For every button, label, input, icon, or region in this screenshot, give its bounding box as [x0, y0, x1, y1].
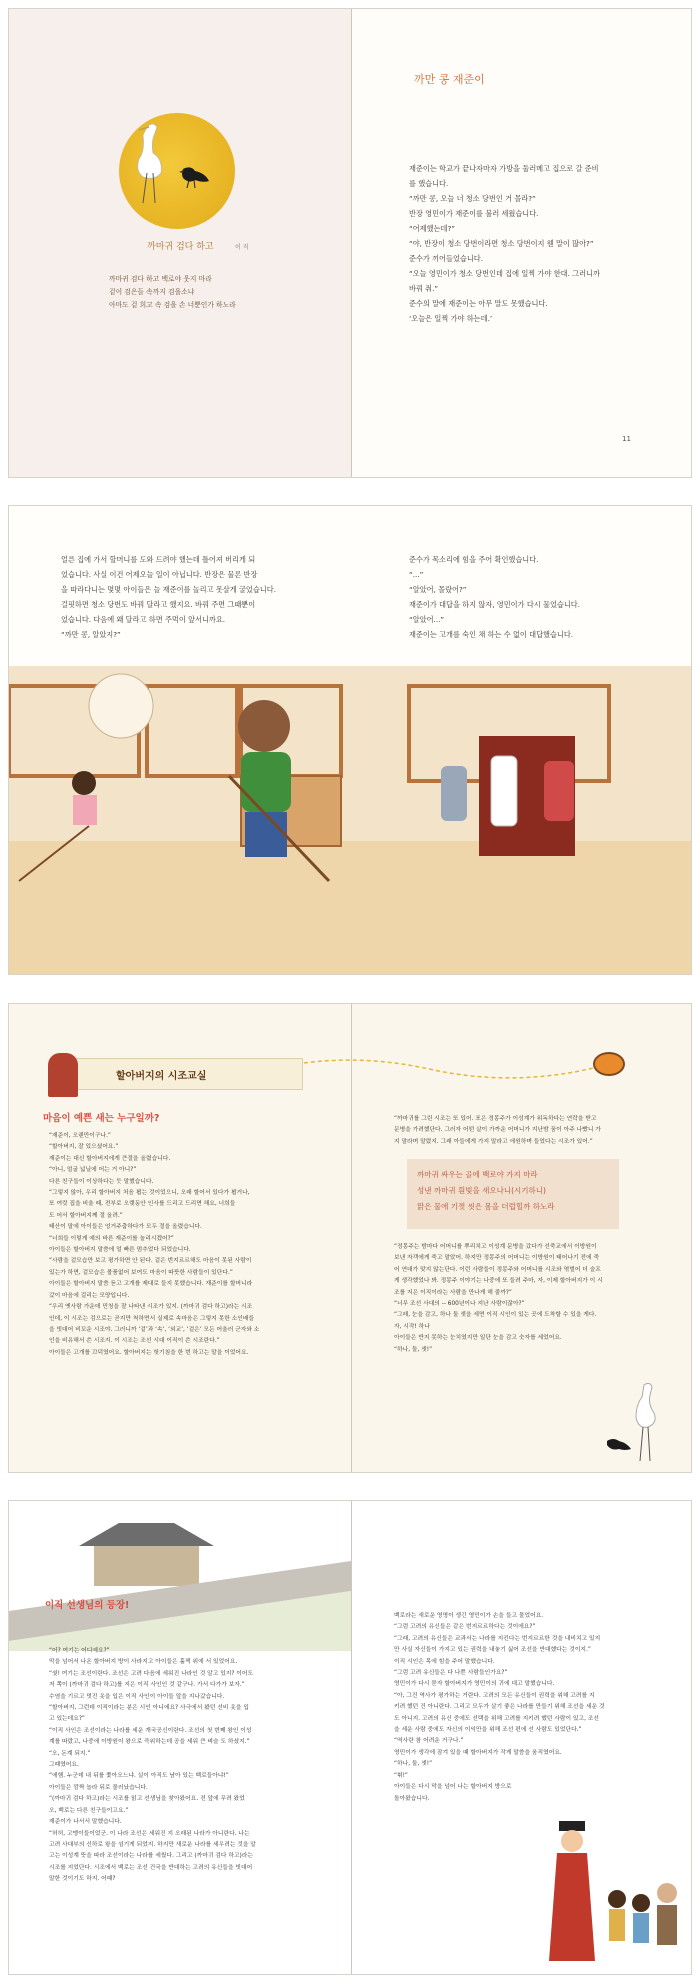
text-line: “어제했는데?” — [409, 224, 455, 233]
text-line: 만 사실 자신들이 가지고 있는 권력을 내놓기 싫어 조선을 반대했다는 것이지.” — [394, 1647, 591, 1654]
text-line: “오늘 영민이가 청소 당번인데 집에 일찍 가야 한대. 그러니까 — [409, 269, 600, 278]
text-line: 아이들은 할아버지 말씀에 얼 빠른 멈추었다 되었습니다. — [49, 1247, 191, 1254]
text-line: 준수의 말에 재준이는 아무 말도 못했습니다. — [409, 299, 548, 308]
page-gutter — [351, 1004, 352, 1472]
thought-bubble-grandma — [89, 674, 153, 738]
text-line: 을 빗대어 비꼬운 시조야. 그러니까 ‘겉’과 ‘속’, ‘외교’, ‘겉은’ 모든 어울러 군자와 소 — [49, 1326, 260, 1333]
text-line: “그렇지 않아, 우리 할아버지 처음 뵙는 것이었으니, 오래 할어서 있다가 뵙거나, — [49, 1190, 250, 1197]
text-line: “그래, 고려의 유신들은 교과서는 나라를 지킨다는 번지르르한 것을 내비치고 있지 — [394, 1635, 601, 1642]
text-line: 시조를 지었단다. 시조에서 백로는 조선 건국을 반대하는 고려의 유신들을 빗대어 — [49, 1864, 253, 1871]
egret-icon — [138, 124, 162, 178]
text-line: 걸핏하면 청소 당번도 바꿔 달라고 했지요. 바꿔 주면 그때뿐이 — [61, 600, 256, 609]
text-line: “재준이, 오랜만이구나.” — [49, 1133, 111, 1139]
text-line: “할아버지, 그런데 이직이라는 분은 시인 아니에요? 사극에서 봤던 선비 옷을 입 — [49, 1705, 249, 1712]
poem-author: 이 직 — [235, 244, 249, 251]
text-line: 준수가 끼어들었습니다. — [409, 254, 484, 263]
egret-icon — [636, 1383, 655, 1427]
text-line: 있는가 하면, 겉모습은 볼품없어 보여도 마음이 따뜻한 사람들이 있단다.” — [49, 1269, 233, 1276]
right-page-text — [394, 1611, 605, 1805]
text-line: 고 있는데요?” — [49, 1716, 85, 1723]
poem-body — [109, 273, 236, 312]
text-line: 말한 것이기도 하지. 어때? — [49, 1876, 116, 1883]
text-line: “정몽주는 밤마다 어머니를 뿌리치고 이성계 문병을 갔다가 선죽교에서 이방원이 — [394, 1244, 597, 1250]
callout-line: 까마귀 싸우는 골에 백로야 가지 마라 — [417, 1170, 538, 1179]
grandpa-icon — [48, 1053, 78, 1097]
right-page-text — [394, 1242, 603, 1356]
section-heading: 이직 선생님의 등장! — [45, 1600, 130, 1611]
left-page — [9, 9, 351, 477]
palace-roof — [79, 1523, 214, 1546]
text-line: 또 여럿 집을 비울 때, 전부로 오랫동안 인사를 드리고 드리면 해요, 너희들 — [49, 1201, 236, 1208]
text-line: “까마귀를 그린 시조는 또 있어. 포은 정몽주가 이성계가 위독하다는 연락을 받고 — [394, 1116, 597, 1122]
text-line: 돌아왔습니다. — [394, 1795, 430, 1802]
text-line: 재준이는 학교가 끝나자마자 가방을 둘러메고 집으로 갈 준비 — [409, 164, 599, 173]
text-line: 준수가 목소리에 힘을 주어 확인했습니다. — [409, 555, 539, 564]
text-line: 아이들은 깜짝 놀라 뒤로 물러났습니다. — [49, 1784, 148, 1791]
text-line: “오, 돈계 되지.” — [49, 1750, 91, 1757]
callout-text — [417, 1167, 554, 1215]
section-heading: 마음이 예쁜 새는 누구일까? — [43, 1113, 160, 1124]
classroom-floor — [9, 841, 692, 975]
text-line: 얼른 집에 가서 할머니를 도와 드려야 했는데 틀어져 버리게 되 — [61, 555, 256, 564]
text-line: “까만 콩, 알았지?” — [61, 630, 121, 639]
banner-title: 할아버지의 시조교실 — [116, 1071, 207, 1082]
lamp-icon — [593, 1052, 625, 1076]
text-line: 그때였어요. — [49, 1762, 79, 1769]
left-page-text — [49, 1131, 259, 1359]
spread-classroom-scene — [8, 505, 692, 975]
classroom-illustration — [9, 666, 692, 975]
text-line: 자, 시작! 하나 — [394, 1323, 430, 1330]
text-line: 를 했습니다. — [409, 179, 449, 188]
poem-line: 겉이 검은들 속까지 검을소냐 — [109, 288, 195, 296]
poem-title: 까마귀 검다 하고 — [147, 242, 214, 252]
text-line: 계를 따랐고, 나중에 이방원이 왕으로 즉위하는데 공을 세워 큰 벼슬 도 하셨지.” — [49, 1739, 250, 1746]
callout-line: 맑은 물에 기껏 씻은 몸을 더럽힐까 하노라 — [417, 1202, 555, 1211]
text-line: 이직 시인은 목에 힘을 주어 말했습니다. — [394, 1658, 495, 1665]
text-line: “아니, 얼굴 넓닐에 어는 거 아니?” — [49, 1167, 137, 1174]
text-line: 백로라는 새로운 영명이 생긴 영민이가 손을 들고 물었어요. — [394, 1613, 544, 1619]
text-line: 오, 백로는 다른 친구들이고요.” — [49, 1807, 129, 1814]
text-line: “까만 콩, 오늘 너 청소 당번인 거 몰라?” — [409, 194, 536, 203]
poem-line: 까마귀 검다 하고 백로야 웃지 마라 — [109, 275, 212, 283]
text-line: 아이들은 다시 막을 넘어 나는 할아버지 방으로 — [394, 1784, 512, 1791]
spread-poem-page — [8, 8, 692, 478]
text-line: 아이들은 반지 못하는 눈치였지만 일단 눈을 감고 숫자를 세었어요. — [394, 1335, 562, 1342]
right-page-text — [409, 552, 580, 642]
text-line: 지 말라며 말렸지. 그래 아들에게 가지 말라고 애원하며 들었다는 시조가 있어.” — [394, 1138, 593, 1145]
text-line: “너무 조선 사대의 -- 600년이나 지난 사람이잖아?” — [394, 1301, 525, 1308]
text-line: 조를 지은 이직이라는 사람을 만나게 해 줄까?” — [394, 1289, 512, 1296]
text-line: 키려 했던 건 아니란다. 그리고 모두가 살기 좋은 나라를 만들기 위해 조선을 세운 것 — [394, 1704, 605, 1711]
text-line: 도 아니지. 고려의 유신 중에도 선택을 위해 고려를 지키려 했던 사람이 있고, 조선 — [394, 1715, 599, 1722]
text-line: 인데, 이 시조는 검으로는 곧지만 척하면서 실제로 속마음은 그렇지 못한 소인배들 — [49, 1315, 255, 1322]
story-text — [409, 161, 600, 326]
palace-gate — [94, 1546, 199, 1586]
text-line: “그래, 눈을 감고, 하나 둘 셋을 세면 이직 시인이 있는 곳에 도착할 수 있을 게다. — [394, 1312, 597, 1319]
poem-callout — [407, 1159, 619, 1229]
text-line: “할아버지, 잘 있으셨어요.” — [49, 1144, 119, 1151]
palace-illustration — [9, 1501, 351, 1651]
text-line: 도 어서 할아버지께 절 올려.” — [49, 1212, 123, 1219]
text-line: 아이들은 할아버지 말씀 듣고 고개를 제대로 들지 못했습니다. 재준이를 할머니라 — [49, 1281, 253, 1288]
text-line: “사람을 겉모습만 보고 평가하면 안 된다. 겉은 번지르르해도 마음이 못된 사람이 — [49, 1258, 252, 1265]
egret-crow-illustration — [599, 1379, 679, 1469]
text-line: “어? 여기는 어디예요?” — [49, 1648, 110, 1654]
text-line: “허허, 고맹이들이었군. 이 나라 조선은 세워진 지 오래된 나라가 아니란다. 나는 — [49, 1830, 250, 1837]
spread-meet-lee-jik — [8, 1500, 692, 1975]
text-line: 재준이가 나서서 말했습니다. — [49, 1819, 122, 1826]
right-page — [352, 9, 691, 477]
text-line: 재준이는 대신 할아버지에게 큰절을 올렸습니다. — [49, 1155, 171, 1162]
text-line: 고는 이성계 뜻을 따라 조선이라는 나라를 세웠다. 그리고 (까마귀 검다 하고)라는 — [49, 1853, 253, 1860]
crow-icon — [179, 167, 209, 188]
egret-crow-illustration — [119, 113, 239, 229]
text-line: “그럼 고려 유신들은 다 나쁜 사람들인가요?” — [394, 1670, 508, 1677]
left-page-text — [61, 552, 276, 642]
callout-line: 성낸 까마귀 흰빛을 새오나니(시기하니) — [417, 1186, 546, 1195]
text-line: 재준이는 고개를 숙인 채 하는 수 없이 대답했습니다. — [409, 630, 574, 639]
story-title: 까만 콩 재준이 — [414, 73, 485, 86]
text-line: 수염을 기르고 멋진 옷을 입은 이직 사인이 아이들 앞을 지나갔습니다. — [49, 1693, 225, 1700]
text-line: “에헴. 누군데 내 뒤를 쫓아오느냐. 실이 아직도 남아 있는 백로들아냐!” — [49, 1773, 229, 1780]
text-line: ‘오늘은 일찍 가야 하는데.’ — [409, 314, 493, 323]
text-line: 영민이가 다시 묻자 할아버지가 영민이의 귀에 대고 말했습니다. — [394, 1681, 555, 1688]
text-line: 저 쪽이 (까마귀 검다 하고)를 지은 이직 사인인 것 같구나. 가서 다가가 보자.” — [49, 1682, 245, 1689]
poem-line: 아마도 겉 희고 속 검을 손 너뿐인가 하노라 — [109, 301, 236, 309]
children-figures — [608, 1883, 677, 1945]
text-line: 고려 사대부의 신하로 왕을 섬기게 되었지. 하지만 새로운 나라를 세우려는 것을 알 — [49, 1841, 256, 1848]
text-line: “하나, 둘, 셋!” — [394, 1346, 433, 1353]
text-line: “야, 반장이 청소 당번이라면 청소 당번이지 웬 말이 많아?” — [409, 239, 594, 248]
crow-icon — [607, 1439, 631, 1450]
text-line: 보낸 자객에게 죽고 말았어. 하지만 정몽주의 어머니는 이방원이 태어나기 전에 죽 — [394, 1255, 600, 1262]
text-line: 었습니다. 사실 이건 어제오늘 일이 아닙니다. 반장은 물론 반장 — [61, 570, 258, 579]
scholar-figure — [549, 1821, 595, 1961]
text-line: 재준이가 대답을 하지 않자, 영민이가 다시 물었습니다. — [409, 600, 581, 609]
text-line: “아, 그건 역사가 평가하는 거란다. 고려의 모든 유신들이 권력을 위해 고려를 지 — [394, 1692, 595, 1699]
text-line: 을 세운 사람 중에도 자신의 이익만을 위해 조선 편에 선 사람도 있었단다.” — [394, 1727, 582, 1734]
text-line: 갔이 마음에 걸리는 모양입니다. — [49, 1292, 130, 1299]
text-line: “쉿! 여기는 조선이란다. 조선은 고려 다음에 세워진 나라인 것 알고 있지? 이어도 — [49, 1670, 254, 1677]
text-line: “이직 사인은 조선이라는 나라를 세운 개국공신이란다. 조선의 첫 번째 왕인 이성 — [49, 1727, 252, 1734]
text-line: “휘!” — [394, 1772, 408, 1779]
text-line: “...” — [409, 570, 424, 579]
text-line: 었습니다. 다음에 왜 달라고 하면 주먹이 앞서니까요. — [61, 615, 226, 624]
text-line: 인을 비유해서 쓴 시조지. 이 시조는 조선 시대 이직이 쓴 시조란다.” — [49, 1338, 220, 1345]
text-line: 다른 친구들이 이상하다는 듯 말했습니다. — [49, 1178, 154, 1185]
text-line: 반장 영민이가 재준이를 불러 세웠습니다. — [409, 209, 539, 218]
sijo-class-banner — [71, 1058, 303, 1090]
text-line: 바꿔 줘.” — [409, 284, 439, 293]
spread-sijo-class — [8, 1003, 692, 1473]
right-page-intro — [394, 1114, 601, 1148]
text-line: 막을 넘어서 나온 할아버지 방이 사라지고 아이들은 훌쩍 위에 서 있었어요. — [49, 1659, 238, 1666]
text-line: “(까마귀 검다 하고)라는 시조를 읽고 선생님을 찾아왔어요. 전 앞에 무려 왔었 — [49, 1796, 245, 1803]
text-line: “우리 옛사람 가운데 민청을 잘 나타낸 시조가 있지. (까마귀 검다 하고)라는 시조 — [49, 1304, 253, 1311]
text-line: 어 연대가 맞지 않는단다. 이런 사람들이 정몽주와 어머니를 시조와 엮벌어 더 슬프 — [394, 1266, 601, 1273]
text-line: 게 생각했었나 봐. 정몽주 이야기는 나중에 또 들려 주마, 자, 이제 할아버지가 이 시 — [394, 1278, 603, 1285]
text-line: “알았어, 몰랐어?” — [409, 585, 467, 594]
text-line: 문병을 가려했단다. 그러자 어떤 살이 가까운 어머니가 지난밤 꿈이 아주 나빴니 가 — [394, 1127, 601, 1134]
text-line: 태산이 말에 아이들은 엉거주춤하다가 모두 절을 올렸습니다. — [49, 1224, 202, 1231]
text-line: “알았어...” — [409, 615, 445, 624]
three-boys-standing — [441, 756, 574, 826]
decorative-dashed-path — [249, 1049, 609, 1089]
left-page-text — [49, 1646, 256, 1886]
text-line: 영민이가 생각에 잠겨 있을 때 할아버지가 작게 말씀을 움직였어요. — [394, 1749, 562, 1756]
text-line: “역사란 참 어려운 거구나.” — [394, 1738, 464, 1745]
text-line: 아이들은 고개를 끄덕였어요. 할아버지는 헛기침을 한 번 하고는 말을 이었어요. — [49, 1349, 249, 1356]
text-line: 을 따라다니는 몇몇 아이들은 늘 재준이를 놀리고 못살게 굴었습니다. — [61, 585, 276, 594]
text-line: “그럼 고려의 유신들은 같은 번지르르하다는 것이에요?” — [394, 1624, 536, 1631]
scholar-and-children-illustration — [539, 1821, 689, 1971]
text-line: “하나, 둘, 셋!” — [394, 1761, 433, 1768]
page-number: 11 — [622, 435, 631, 443]
page-gutter — [351, 1501, 352, 1974]
text-line: “너희들 이렇게 예의 바른 재준이를 놀리시겠어?” — [49, 1235, 174, 1242]
